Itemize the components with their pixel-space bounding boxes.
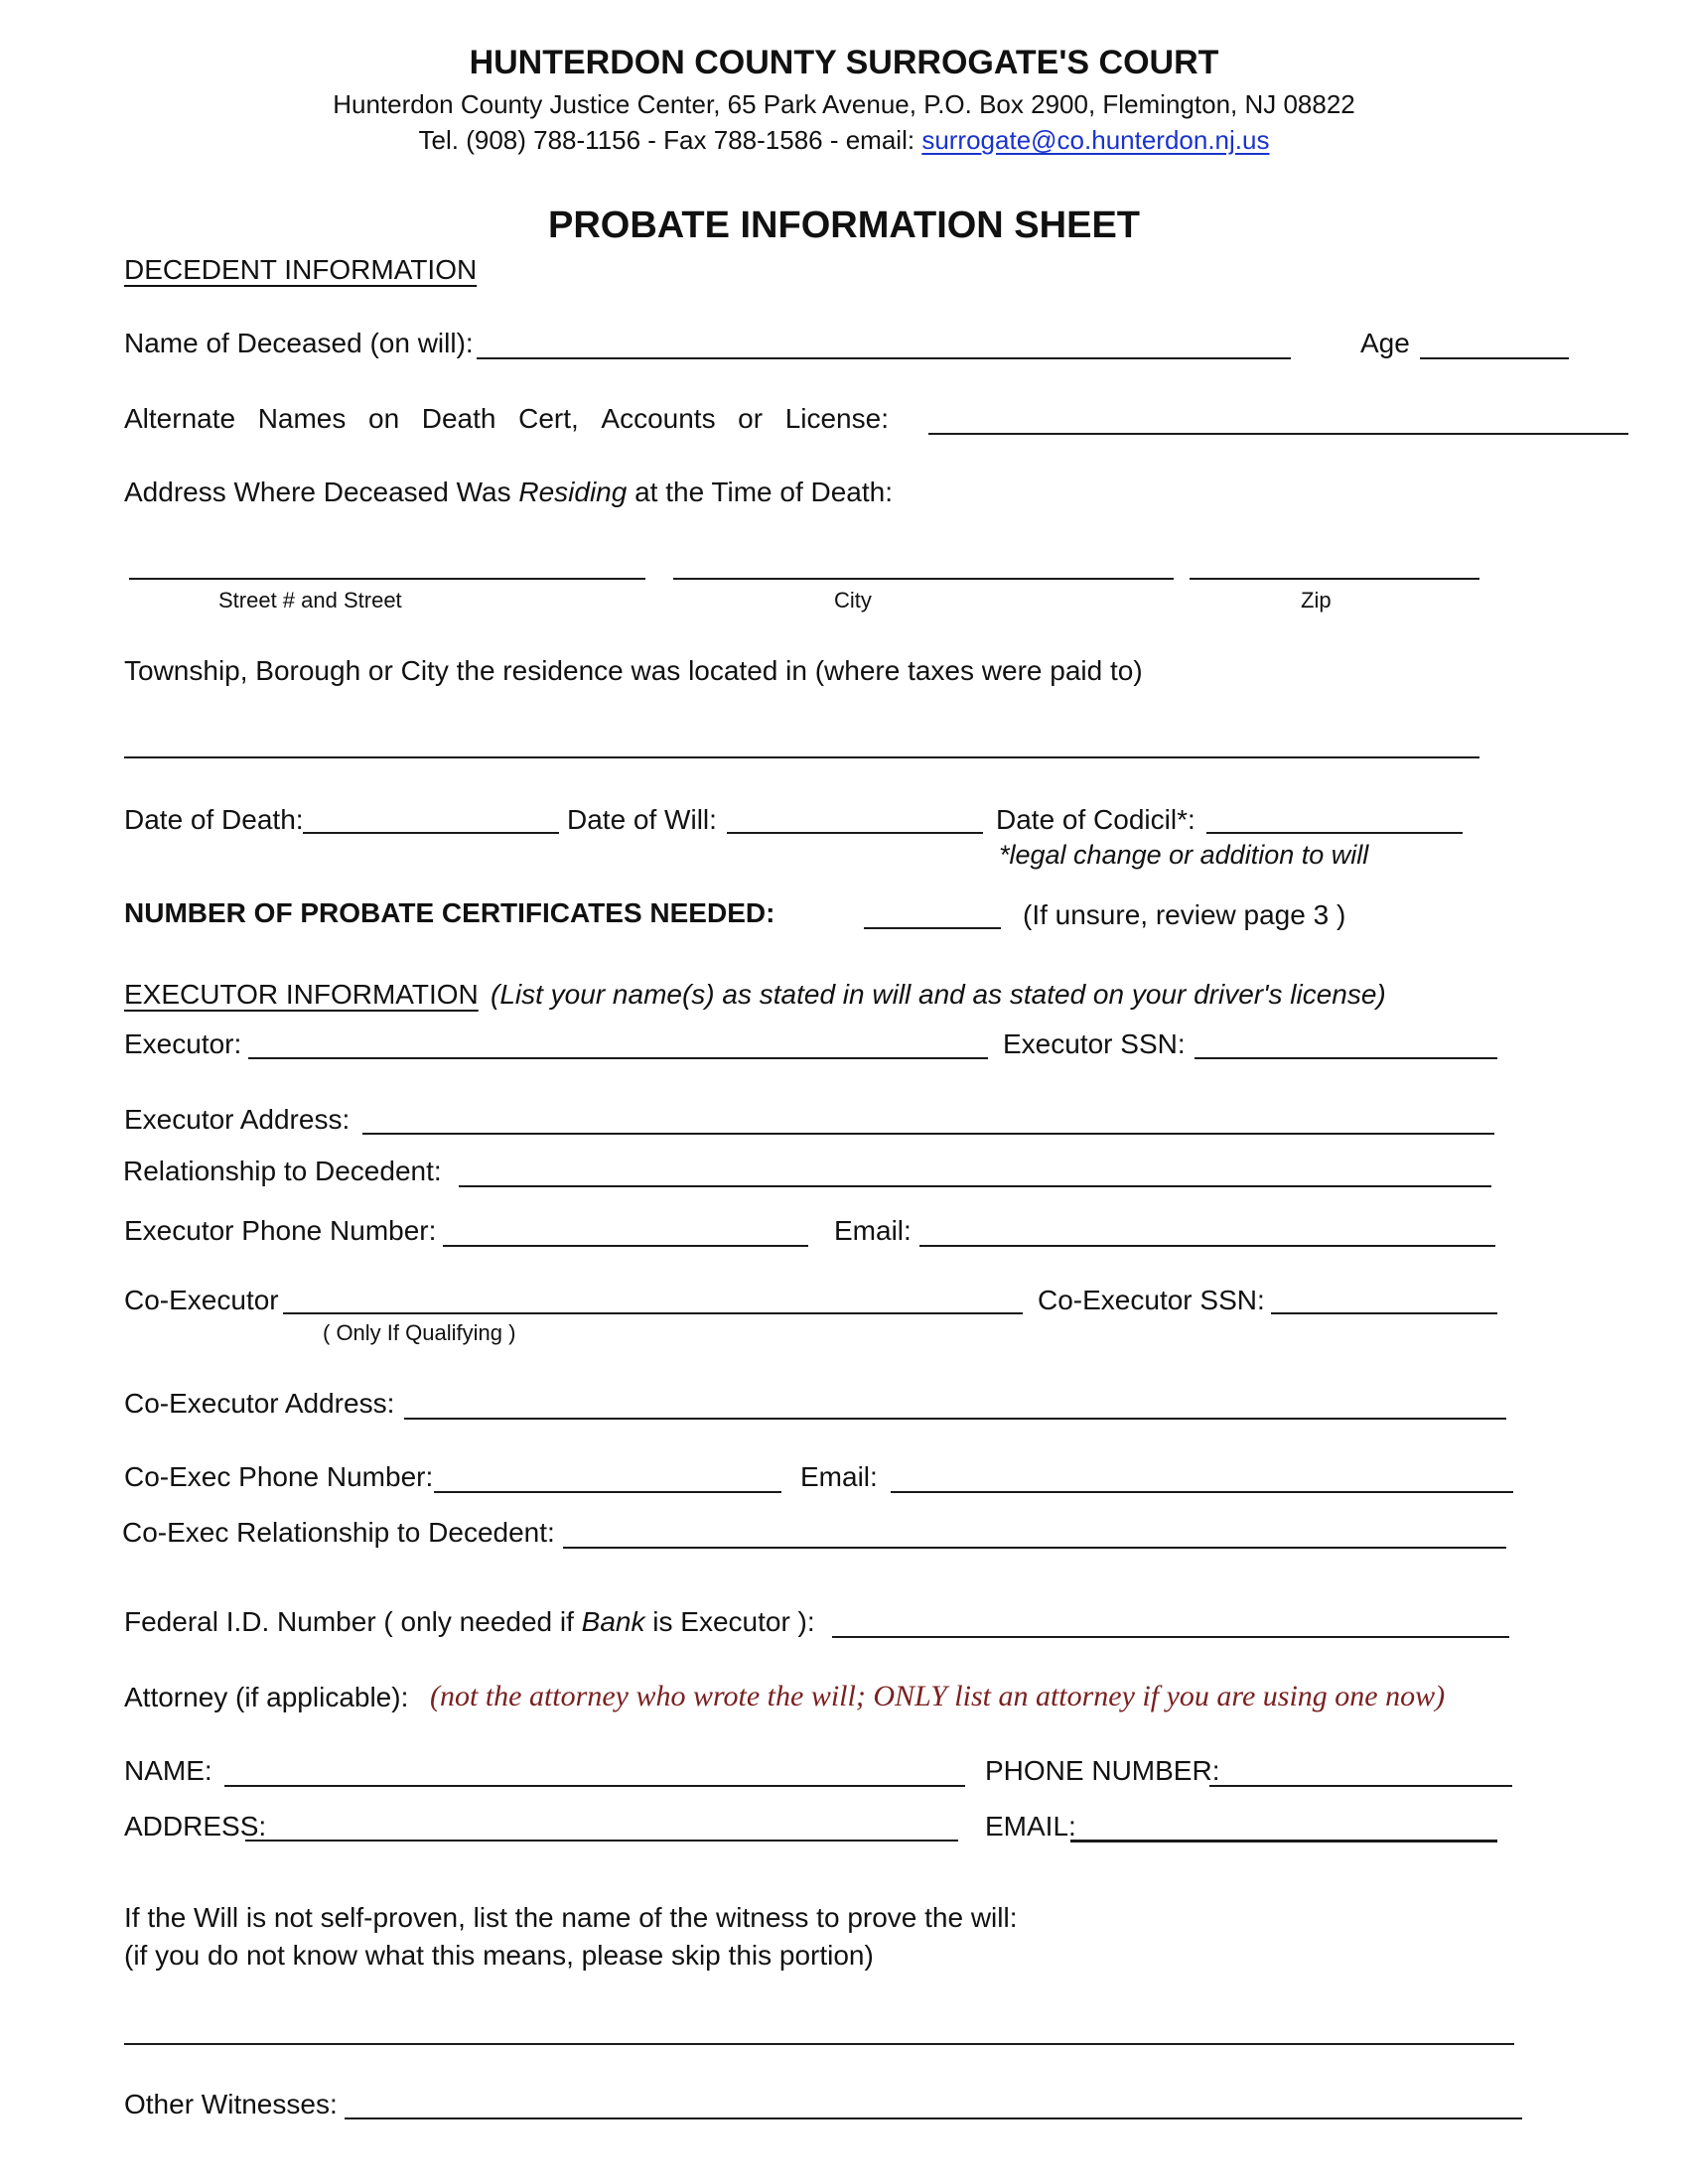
contact-text: Tel. (908) 788-1156 - Fax 788-1586 - email: bbox=[418, 125, 922, 155]
date-of-death-input[interactable] bbox=[305, 800, 563, 832]
co-exec-relationship-input[interactable] bbox=[565, 1515, 1510, 1547]
deceased-name-label: Name of Deceased (on will): bbox=[124, 328, 474, 358]
co-executor-ssn-line bbox=[1271, 1312, 1497, 1314]
deceased-name-line bbox=[477, 357, 1291, 359]
co-executor-label: Co-Executor bbox=[124, 1285, 279, 1315]
alt-word: or bbox=[738, 403, 764, 434]
executor-email-line bbox=[919, 1245, 1495, 1247]
co-exec-email-line bbox=[891, 1491, 1513, 1493]
age-input[interactable] bbox=[1422, 326, 1573, 357]
street-caption: Street # and Street bbox=[218, 588, 402, 613]
co-exec-relationship-line bbox=[563, 1547, 1506, 1549]
federal-id-emphasis: Bank bbox=[581, 1606, 645, 1637]
executor-label: Executor: bbox=[124, 1028, 242, 1059]
co-executor-ssn-label: Co-Executor SSN: bbox=[1038, 1285, 1265, 1315]
city-input[interactable] bbox=[675, 546, 1178, 578]
township-line bbox=[124, 756, 1479, 758]
certificates-note: (If unsure, review page 3 ) bbox=[1023, 899, 1346, 930]
certificates-input[interactable] bbox=[866, 895, 1005, 927]
alt-word: on bbox=[368, 403, 400, 434]
co-executor-address-input[interactable] bbox=[406, 1386, 1510, 1418]
alternate-names-label bbox=[124, 405, 889, 433]
codicil-note: *legal change or addition to will bbox=[999, 840, 1369, 870]
zip-input[interactable] bbox=[1192, 546, 1483, 578]
executor-ssn-line bbox=[1195, 1057, 1497, 1059]
alternate-names-input[interactable] bbox=[930, 401, 1633, 433]
alt-word: License: bbox=[784, 403, 889, 434]
co-exec-relationship-label: Co-Exec Relationship to Decedent: bbox=[122, 1517, 555, 1548]
certificates-label: NUMBER OF PROBATE CERTIFICATES NEEDED: bbox=[124, 897, 775, 928]
date-of-will-label: Date of Will: bbox=[567, 804, 717, 835]
date-of-codicil-line bbox=[1206, 832, 1463, 834]
co-exec-phone-label: Co-Exec Phone Number: bbox=[124, 1461, 434, 1492]
date-of-death-label: Date of Death: bbox=[124, 804, 304, 835]
executor-address-input[interactable] bbox=[364, 1101, 1498, 1133]
witness-skip-note: (if you do not know what this means, please skip this portion) bbox=[124, 1940, 874, 1971]
executor-email-input[interactable] bbox=[921, 1213, 1499, 1245]
executor-ssn-input[interactable] bbox=[1196, 1025, 1502, 1057]
executor-line bbox=[248, 1057, 988, 1059]
attorney-address-label: ADDRESS: bbox=[124, 1811, 267, 1842]
co-exec-phone-input[interactable] bbox=[436, 1459, 785, 1491]
witness-line bbox=[124, 2043, 1514, 2045]
court-contact bbox=[0, 127, 1688, 153]
township-label: Township, Borough or City the residence was located in (where taxes were paid to) bbox=[124, 655, 1143, 686]
age-line bbox=[1420, 357, 1569, 359]
federal-id-text: is Executor ): bbox=[644, 1606, 815, 1637]
co-exec-email-label: Email: bbox=[800, 1461, 878, 1492]
email-link[interactable]: surrogate@co.hunterdon.nj.us bbox=[921, 125, 1270, 155]
co-executor-ssn-input[interactable] bbox=[1273, 1281, 1501, 1312]
other-witnesses-line bbox=[345, 2117, 1522, 2119]
relationship-input[interactable] bbox=[461, 1154, 1495, 1185]
executor-input[interactable] bbox=[250, 1025, 993, 1057]
attorney-phone-label: PHONE NUMBER: bbox=[985, 1755, 1220, 1786]
executor-phone-label: Executor Phone Number: bbox=[124, 1215, 437, 1246]
executor-email-label: Email: bbox=[834, 1215, 912, 1246]
street-line bbox=[129, 578, 645, 580]
address-label-text: Address Where Deceased Was bbox=[124, 477, 519, 507]
witness-input[interactable] bbox=[126, 2011, 1518, 2043]
co-exec-phone-line bbox=[434, 1491, 781, 1493]
page-title: PROBATE INFORMATION SHEET bbox=[547, 205, 1141, 246]
date-of-will-line bbox=[727, 832, 983, 834]
street-input[interactable] bbox=[131, 546, 649, 578]
zip-caption: Zip bbox=[1301, 588, 1332, 613]
alt-word: Death bbox=[421, 403, 496, 434]
attorney-name-label: NAME: bbox=[124, 1755, 212, 1786]
alt-word: Cert, bbox=[518, 403, 579, 434]
attorney-email-input[interactable] bbox=[1072, 1808, 1501, 1840]
date-of-codicil-label: Date of Codicil*: bbox=[996, 804, 1196, 835]
executor-heading: EXECUTOR INFORMATION bbox=[124, 979, 479, 1010]
attorney-name-input[interactable] bbox=[226, 1753, 969, 1785]
attorney-email-label: EMAIL: bbox=[985, 1811, 1076, 1842]
co-executor-address-line bbox=[404, 1418, 1506, 1420]
relationship-label: Relationship to Decedent: bbox=[123, 1156, 442, 1186]
executor-heading-note: (List your name(s) as stated in will and as stated on your driver's license) bbox=[491, 979, 1386, 1010]
other-witnesses-label: Other Witnesses: bbox=[124, 2089, 338, 2119]
court-address: Hunterdon County Justice Center, 65 Park Avenue, P.O. Box 2900, Flemington, NJ 08822 bbox=[333, 89, 1355, 119]
alt-word: Names bbox=[257, 403, 347, 434]
executor-address-line bbox=[362, 1133, 1494, 1135]
attorney-phone-line bbox=[1209, 1785, 1512, 1787]
co-executor-line bbox=[283, 1312, 1023, 1314]
date-of-death-line bbox=[303, 832, 559, 834]
attorney-label: Attorney (if applicable): bbox=[124, 1682, 409, 1712]
city-caption: City bbox=[834, 588, 872, 613]
attorney-name-line bbox=[224, 1785, 965, 1787]
other-witnesses-input[interactable] bbox=[347, 2086, 1526, 2117]
deceased-name-input[interactable] bbox=[479, 326, 1295, 357]
federal-id-input[interactable] bbox=[834, 1604, 1513, 1636]
zip-line bbox=[1190, 578, 1479, 580]
executor-ssn-label: Executor SSN: bbox=[1003, 1028, 1186, 1059]
federal-id-label bbox=[124, 1608, 815, 1636]
executor-phone-line bbox=[443, 1245, 808, 1247]
date-of-will-input[interactable] bbox=[729, 800, 987, 832]
executor-address-label: Executor Address: bbox=[124, 1104, 351, 1135]
co-executor-address-label: Co-Executor Address: bbox=[124, 1388, 395, 1419]
city-line bbox=[673, 578, 1174, 580]
attorney-address-line bbox=[245, 1840, 958, 1842]
age-label: Age bbox=[1360, 328, 1410, 358]
alt-word: Alternate bbox=[124, 403, 236, 434]
court-name: HUNTERDON COUNTY SURROGATE'S COURT bbox=[469, 44, 1219, 81]
co-executor-qualifying: ( Only If Qualifying ) bbox=[323, 1320, 516, 1345]
date-of-codicil-input[interactable] bbox=[1208, 800, 1467, 832]
certificates-line bbox=[864, 927, 1001, 929]
residence-address-label bbox=[124, 478, 893, 506]
co-exec-email-input[interactable] bbox=[893, 1459, 1516, 1491]
co-executor-input[interactable] bbox=[285, 1281, 1028, 1312]
relationship-line bbox=[459, 1185, 1491, 1187]
address-label-text: at the Time of Death: bbox=[627, 477, 894, 507]
decedent-heading: DECEDENT INFORMATION bbox=[124, 254, 478, 285]
alternate-names-line bbox=[928, 433, 1628, 435]
address-label-emphasis: Residing bbox=[518, 477, 628, 507]
attorney-phone-input[interactable] bbox=[1211, 1753, 1517, 1785]
executor-phone-input[interactable] bbox=[445, 1213, 812, 1245]
attorney-email-line bbox=[1070, 1840, 1497, 1843]
federal-id-text: Federal I.D. Number ( only needed if bbox=[124, 1606, 582, 1637]
federal-id-line bbox=[832, 1636, 1509, 1638]
alt-word: Accounts bbox=[601, 403, 716, 434]
witness-instruction: If the Will is not self-proven, list the name of the witness to prove the will: bbox=[124, 1902, 1018, 1933]
attorney-address-input[interactable] bbox=[247, 1808, 962, 1840]
attorney-note: (not the attorney who wrote the will; ONLY list an attorney if you are using one now) bbox=[430, 1680, 1446, 1712]
township-input[interactable] bbox=[126, 725, 1484, 756]
